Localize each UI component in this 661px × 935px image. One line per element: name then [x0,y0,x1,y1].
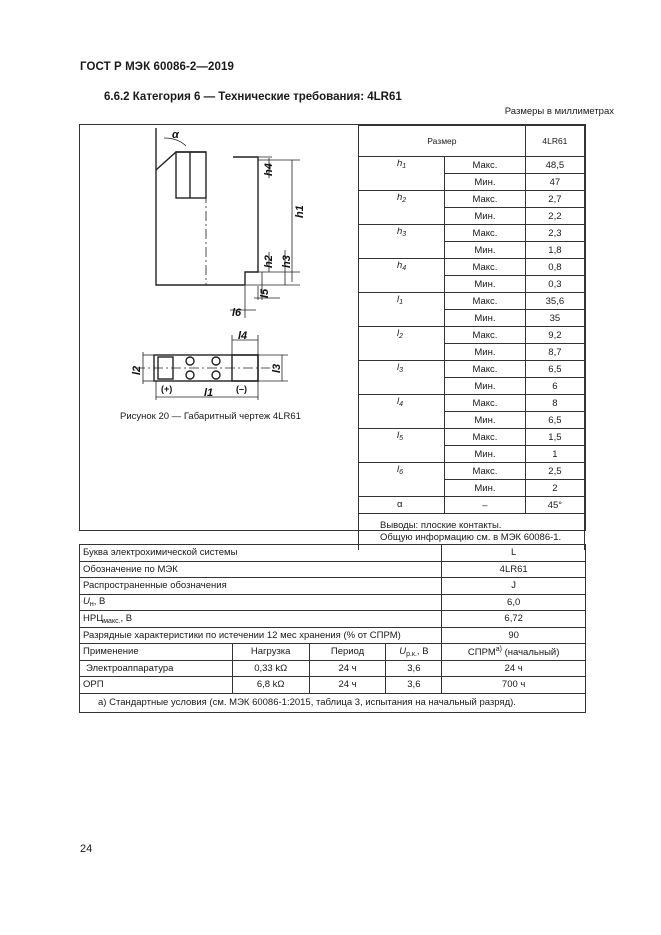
dim-symbol: $l_4$ [359,395,445,429]
dim-min-value: 35 [525,310,584,327]
system-value: L [442,545,586,562]
dims-row-max [359,157,585,174]
dim-symbol: $l_2$ [359,327,445,361]
col-period: Период [309,644,386,661]
dim-min-value: 2,2 [525,208,584,225]
alpha-label: α [172,129,179,141]
dim-min-value: 6 [525,378,584,395]
common-value: J [442,578,586,595]
dim-min-label: Мин. [445,344,526,361]
figure-caption: Рисунок 20 — Габаритный чертеж 4LR61 [120,411,301,422]
dim-symbol: $l_6$ [359,463,445,497]
dim-min-label: Мин. [445,208,526,225]
l2-label: l2 [131,365,143,375]
dim-min-value: 8,7 [525,344,584,361]
dim-max-value: 2,5 [525,463,584,480]
table-row [80,660,586,677]
app-endpoint: 3,6 [386,677,442,694]
table-row [80,677,586,694]
dims-row-max [359,225,585,242]
dim-symbol: $l_3$ [359,361,445,395]
l1-label: l1 [204,387,214,399]
footnote: a) Стандартные условия (см. МЭК 60086-1:2015, таблица 3, испытания на начальный разряд). [80,693,586,712]
dims-row-max [359,361,585,378]
dim-min-label: Мин. [445,310,526,327]
app-duration: 700 ч [442,677,586,694]
dim-symbol: $l_5$ [359,429,445,463]
dims-row-alpha [359,497,585,514]
alpha-symbol: α [359,497,445,514]
table-row [80,578,586,595]
dim-min-value: 47 [525,174,584,191]
dims-row-max [359,327,585,344]
alpha-value: 45° [525,497,584,514]
app-duration: 24 ч [442,660,586,677]
battery-drawing [80,125,358,530]
dim-min-label: Мин. [445,480,526,497]
dim-min-label: Мин. [445,446,526,463]
l4-label: l4 [238,330,248,342]
dim-max-label: Макс. [445,293,526,310]
l3-label: l3 [271,363,283,373]
page-number: 24 [80,843,93,855]
dim-max-value: 0,8 [525,259,584,276]
dim-symbol: $l_1$ [359,293,445,327]
dim-max-label: Макс. [445,361,526,378]
footnote-row [80,693,586,712]
dimensions-table [358,125,585,550]
h1-label: h1 [294,205,306,218]
dim-max-value: 2,7 [525,191,584,208]
iec-label: Обозначение по МЭК [80,561,442,578]
dim-max-value: 8 [525,395,584,412]
nominal-voltage-label: $U_н$, В [80,594,442,611]
dim-min-label: Мин. [445,174,526,191]
dim-min-value: 1 [525,446,584,463]
table-row [80,545,586,562]
app-period: 24 ч [309,660,386,677]
iec-value: 4LR61 [442,561,586,578]
dims-row-max [359,259,585,276]
dim-max-value: 48,5 [525,157,584,174]
app-endpoint: 3,6 [386,660,442,677]
dim-min-value: 6,5 [525,412,584,429]
system-label: Буква электрохимической системы [80,545,442,562]
table-row [80,611,586,628]
col-application: Применение [80,644,233,661]
dim-max-value: 2,3 [525,225,584,242]
dim-symbol: $h_1$ [359,157,445,191]
table-row [80,594,586,611]
dim-min-label: Мин. [445,242,526,259]
dims-header-param: Размер [359,126,526,157]
dim-min-label: Мин. [445,276,526,293]
table-row [80,561,586,578]
common-label: Распространенные обозначения [80,578,442,595]
dim-max-label: Макс. [445,429,526,446]
alpha-limit: – [445,497,526,514]
table-row [80,627,586,644]
minus-terminal-label: (–) [236,384,247,394]
properties-table [79,544,586,713]
h3-label: h3 [281,255,293,268]
dim-max-value: 35,6 [525,293,584,310]
table-header-row [80,644,586,661]
dim-max-value: 6,5 [525,361,584,378]
dim-symbol: $h_2$ [359,191,445,225]
col-load: Нагрузка [232,644,309,661]
dims-row-max [359,191,585,208]
app-period: 24 ч [309,677,386,694]
col-endpoint-voltage: $U_{р.к.}$, В [386,644,442,661]
dims-header-model: 4LR61 [525,126,584,157]
units-note: Размеры в миллиметрах [504,106,614,117]
dim-min-label: Мин. [445,412,526,429]
dim-max-label: Макс. [445,395,526,412]
app-load: 6,8 kΩ [232,677,309,694]
document-header: ГОСТ Р МЭК 60086-2—2019 [80,61,234,73]
nominal-voltage-value: 6,0 [442,594,586,611]
h2-label: h2 [263,255,275,268]
note-line-2: Общую информацию см. в МЭК 60086-1. [380,532,562,543]
section-title: 6.6.2 Категория 6 — Технические требования: 4LR61 [104,91,402,103]
discharge-value: 90 [442,627,586,644]
app-name: ОРП [80,677,233,694]
dim-symbol: $h_4$ [359,259,445,293]
dim-max-value: 1,5 [525,429,584,446]
l5-label: l5 [259,288,271,298]
dim-max-label: Макс. [445,463,526,480]
col-min-duration: СПРМ$^{a)}$ (начальный) [442,644,586,661]
app-load: 0,33 kΩ [232,660,309,677]
dims-row-max [359,395,585,412]
dims-row-max [359,429,585,446]
dim-max-label: Макс. [445,259,526,276]
dim-min-value: 0,3 [525,276,584,293]
dim-max-label: Макс. [445,327,526,344]
ocv-value: 6,72 [442,611,586,628]
dim-min-label: Мин. [445,378,526,395]
discharge-label: Разрядные характеристики по истечении 12 мес хранения (% от СПРМ) [80,627,442,644]
dim-max-label: Макс. [445,191,526,208]
note-line-1: Выводы: плоские контакты. [380,520,502,531]
ocv-label: $НРЦ_{макс.}$, В [80,611,442,628]
app-name: Электроаппаратура [80,660,233,677]
dim-min-value: 2 [525,480,584,497]
h4-label: h4 [263,163,275,176]
dims-row-max [359,293,585,310]
dim-max-label: Макс. [445,225,526,242]
dims-row-max [359,463,585,480]
plus-terminal-label: (+) [161,384,173,394]
dim-min-value: 1,8 [525,242,584,259]
dim-symbol: $h_3$ [359,225,445,259]
l6-label: l6 [232,307,242,319]
dim-max-label: Макс. [445,157,526,174]
dim-max-value: 9,2 [525,327,584,344]
